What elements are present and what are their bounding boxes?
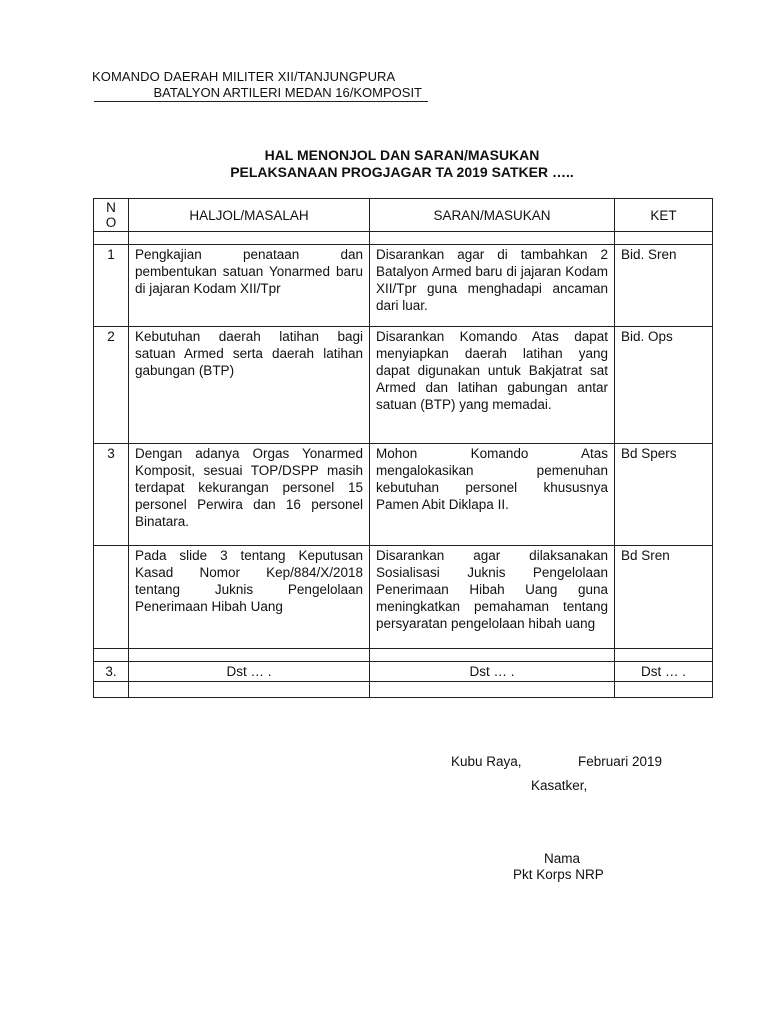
row-haljol: Dengan adanya Orgas Yonarmed Komposit, sesuai TOP/DSPP masih terdapat kekurangan personel 15 personel Perwira dan 16 personel Binatara. <box>129 444 370 546</box>
table-row <box>94 546 713 649</box>
signature-date: Februari 2019 <box>578 754 663 769</box>
table-spacer-row <box>94 649 713 662</box>
col-header-no <box>94 199 129 232</box>
table-row-dst <box>94 662 713 682</box>
signature-name: Nama <box>544 851 581 866</box>
row-saran: Disarankan agar dilaksanakan Sosialisasi Juknis Pengelolaan Penerimaan Hibah Uang guna meningkatkan pemahaman tentang persyaratan pengelolaan hibah uang <box>370 546 615 649</box>
doc-title: HAL MENONJOL DAN SARAN/MASUKAN <box>264 147 540 163</box>
row-ket: Dst … . <box>615 662 713 682</box>
signature-place: Kubu Raya, <box>451 754 522 769</box>
row-saran: Dst … . <box>370 662 615 682</box>
row-ket: Bd Spers <box>615 444 713 546</box>
col-header-haljol: HALJOL/MASALAH <box>129 199 370 232</box>
row-no: 1 <box>94 245 129 327</box>
row-no <box>94 546 129 649</box>
row-saran: Mohon Komando Atas mengalokasikan pemenuhan kebutuhan personel khususnya Pamen Abit Diklapa II. <box>370 444 615 546</box>
signature-rank: Pkt Korps NRP <box>513 867 604 882</box>
row-no: 2 <box>94 327 129 444</box>
header-battalion: BATALYON ARTILERI MEDAN 16/KOMPOSIT <box>94 85 428 102</box>
row-haljol: Pengkajian penataan dan pembentukan satuan Yonarmed baru di jajaran Kodam XII/Tpr <box>129 245 370 327</box>
col-header-ket: KET <box>615 199 713 232</box>
row-no: 3. <box>94 662 129 682</box>
row-ket: Bid. Sren <box>615 245 713 327</box>
row-no: 3 <box>94 444 129 546</box>
row-haljol: Kebutuhan daerah latihan bagi satuan Armed serta daerah latihan gabungan (BTP) <box>129 327 370 444</box>
col-header-no-label: N O <box>105 200 117 230</box>
doc-subtitle: PELAKSANAAN PROGJAGAR TA 2019 SATKER ….. <box>230 164 574 180</box>
table-header-row <box>94 199 713 232</box>
table-row <box>94 245 713 327</box>
signature-role: Kasatker, <box>531 778 588 793</box>
row-ket: Bid. Ops <box>615 327 713 444</box>
table-row <box>94 327 713 444</box>
table-spacer-row <box>94 682 713 698</box>
row-haljol: Dst … . <box>129 662 370 682</box>
row-ket: Bd Sren <box>615 546 713 649</box>
row-saran: Disarankan agar di tambahkan 2 Batalyon Armed baru di jajaran Kodam XII/Tpr guna menghadapi ancaman dari luar. <box>370 245 615 327</box>
row-haljol: Pada slide 3 tentang Keputusan Kasad Nomor Kep/884/X/2018 tentang Juknis Pengelolaan Penerimaan Hibah Uang <box>129 546 370 649</box>
table-spacer-row <box>94 232 713 245</box>
header-command: KOMANDO DAERAH MILITER XII/TANJUNGPURA <box>92 69 396 84</box>
row-saran: Disarankan Komando Atas dapat menyiapkan daerah latihan yang dapat digunakan untuk Bakjatrat sat Armed dan latihan gabungan antar satuan (BTP) yang memadai. <box>370 327 615 444</box>
haljol-table <box>93 198 713 698</box>
col-header-saran: SARAN/MASUKAN <box>370 199 615 232</box>
table-row <box>94 444 713 546</box>
